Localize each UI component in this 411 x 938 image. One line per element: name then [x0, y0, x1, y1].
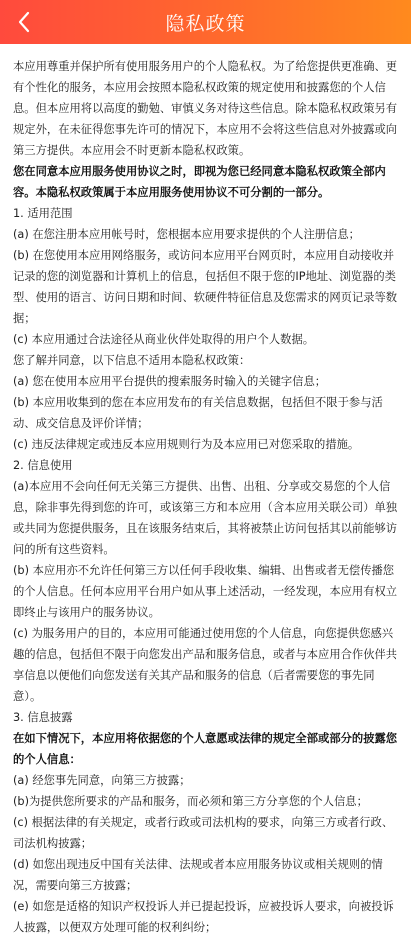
policy-paragraph: (b)为提供您所要求的产品和服务，而必须和第三方分享您的个人信息； — [13, 795, 368, 808]
policy-paragraph: (c) 本应用通过合法途径从商业伙伴处取得的用户个人数据。 — [13, 333, 315, 346]
policy-paragraph: (c) 根据法律的有关规定，或者行政或司法机构的要求，向第三方或者行政、司法机构披露； — [13, 816, 394, 850]
policy-paragraph: (b) 在您使用本应用网络服务，或访问本应用平台网页时，本应用自动接收并记录的您的浏览器和计算机上的信息，包括但不限于您的IP地址、浏览器的类型、使用的语言、访问日期和时间、软硬件特征信息及您需求的网页记录等数据； — [13, 249, 398, 325]
policy-paragraph: 1. 适用范围 — [13, 207, 73, 220]
policy-paragraph: (b) 本应用收集到的您在本应用发布的有关信息数据，包括但不限于参与活动、成交信息及评价详情； — [13, 396, 383, 430]
policy-paragraph: (c) 为服务用户的目的，本应用可能通过使用您的个人信息，向您提供您感兴趣的信息，包括但不限于向您发出产品和服务信息，或者与本应用合作伙伴共享信息以便他们向您发送有关其产品和服务的信息（后者需要您的事先同意）。 — [13, 627, 398, 703]
policy-paragraph: (c) 违反法律规定或违反本应用规则行为及本应用已对您采取的措施。 — [13, 438, 360, 451]
policy-paragraph: (a) 经您事先同意，向第三方披露； — [13, 774, 191, 787]
chevron-left-icon — [17, 11, 31, 33]
back-button[interactable] — [6, 0, 42, 44]
policy-paragraph: 3. 信息披露 — [13, 711, 73, 724]
policy-paragraph: (d) 如您出现违反中国有关法律、法规或者本应用服务协议或相关规则的情况，需要向第三方披露； — [13, 858, 383, 892]
policy-paragraph: (e) 如您是适格的知识产权投诉人并已提起投诉，应被投诉人要求，向被投诉人披露，以便双方处理可能的权利纠纷； — [13, 900, 394, 934]
policy-paragraph: 2. 信息使用 — [13, 459, 73, 472]
policy-paragraph: (b) 本应用亦不允许任何第三方以任何手段收集、编辑、出售或者无偿传播您的个人信息。任何本应用平台用户如从事上述活动，一经发现，本应用有权立即终止与该用户的服务协议。 — [13, 564, 398, 619]
policy-paragraph: 您了解并同意，以下信息不适用本隐私权政策： — [13, 354, 251, 367]
policy-paragraph: (a)本应用不会向任何无关第三方提供、出售、出租、分享或交易您的个人信息，除非事先得到您的许可，或该第三方和本应用（含本应用关联公司）单独或共同为您提供服务，且在该服务结束后，其将被禁止访问包括其以前能够访问的所有这些资料。 — [13, 480, 398, 556]
policy-paragraph-bold: 在如下情况下，本应用将依据您的个人意愿或法律的规定全部或部分的披露您的个人信息： — [13, 732, 398, 766]
policy-paragraph: 本应用尊重并保护所有使用服务用户的个人隐私权。为了给您提供更准确、更有个性化的服务，本应用会按照本隐私权政策的规定使用和披露您的个人信息。但本应用将以高度的勤勉、审慎义务对待这些信息。除本隐私权政策另有规定外，在未征得您事先许可的情况下，本应用不会将这些信息对外披露或向第三方提供。本应用会不时更新本隐私权政策。 — [13, 60, 398, 157]
page-title: 隐私政策 — [165, 12, 246, 35]
policy-paragraph: (a) 在您注册本应用帐号时，您根据本应用要求提供的个人注册信息； — [13, 228, 360, 241]
policy-content[interactable] — [0, 44, 411, 938]
policy-paragraph: (a) 您在使用本应用平台提供的搜索服务时输入的关键字信息； — [13, 375, 327, 388]
navigation-bar — [0, 0, 411, 44]
policy-paragraph-bold: 您在同意本应用服务使用协议之时，即视为您已经同意本隐私权政策全部内容。本隐私权政策属于本应用服务使用协议不可分割的一部分。 — [13, 165, 386, 199]
